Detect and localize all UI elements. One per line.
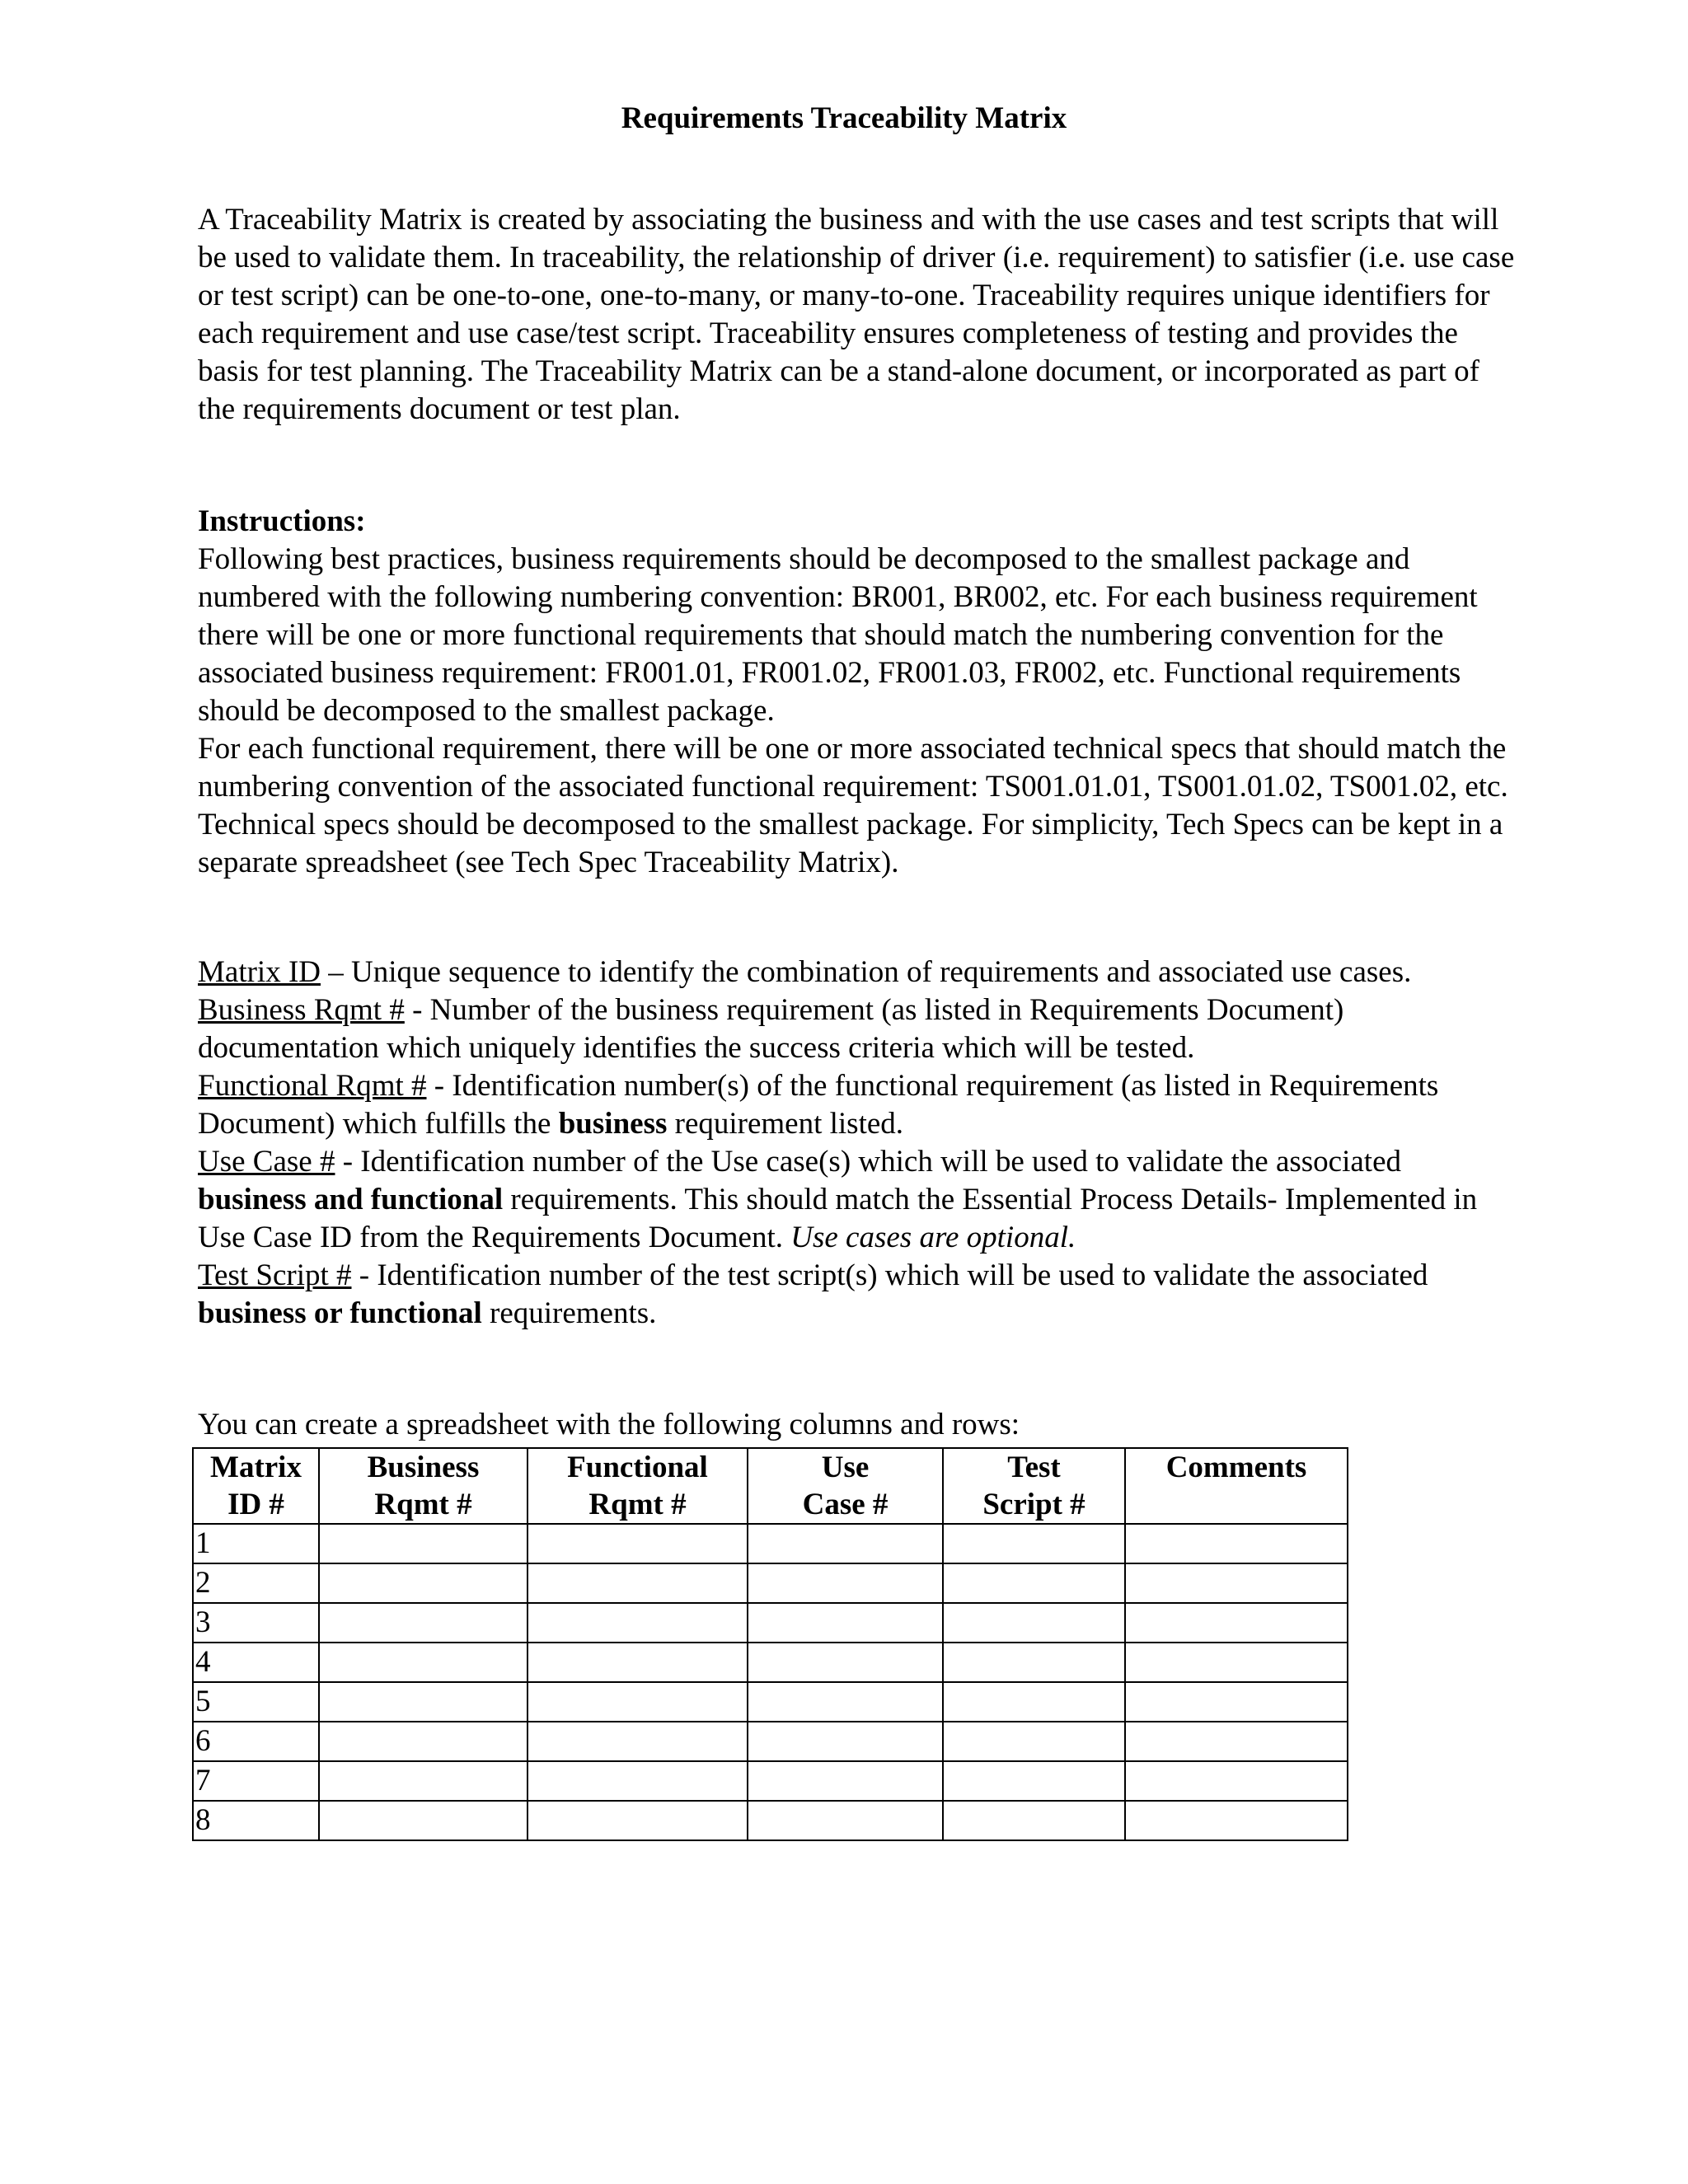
row-number: 6 (193, 1722, 319, 1761)
table-cell (1125, 1801, 1348, 1840)
table-cell (1125, 1563, 1348, 1603)
definition-bold-text: business (558, 1107, 668, 1141)
table-cell (943, 1722, 1125, 1761)
table-row (193, 1643, 1348, 1682)
table-row (193, 1801, 1348, 1840)
definition-text: requirements. (481, 1296, 657, 1330)
definition-text: – Unique sequence to identify the combination of requirements and associated use cases. (321, 955, 1412, 989)
table-row (193, 1563, 1348, 1603)
table-cell (1125, 1524, 1348, 1563)
intro-section (198, 201, 1517, 429)
header-business-rqmt: Business Rqmt # (319, 1448, 528, 1524)
table-cell (319, 1524, 528, 1563)
table-intro-text: You can create a spreadsheet with the following columns and rows: (198, 1408, 1020, 1441)
table-row (193, 1524, 1348, 1563)
table-cell (319, 1603, 528, 1643)
definition-text: - Identification number of the test script(s) which will be used to validate the associated (351, 1258, 1428, 1292)
definition-term: Matrix ID (198, 955, 321, 989)
table-cell (528, 1761, 748, 1801)
table-cell (319, 1563, 528, 1603)
table-cell (748, 1563, 943, 1603)
header-test-script: Test Script # (943, 1448, 1125, 1524)
row-number: 4 (193, 1643, 319, 1682)
table-cell (943, 1801, 1125, 1840)
table-cell (528, 1524, 748, 1563)
table-cell (528, 1801, 748, 1840)
definition-text: - Identification number(s) of the functional requirement (as listed in Requirements Document) which fulfills the (198, 1069, 1439, 1141)
definition-business-rqmt (198, 991, 1517, 1067)
table-cell (748, 1801, 943, 1840)
header-matrix-id: Matrix ID # (193, 1448, 319, 1524)
row-number: 5 (193, 1682, 319, 1722)
definition-term: Business Rqmt # (198, 993, 405, 1027)
table-cell (943, 1603, 1125, 1643)
row-number: 8 (193, 1801, 319, 1840)
table-cell (943, 1761, 1125, 1801)
intro-paragraph: A Traceability Matrix is created by associating the business and with the use cases and test scripts that will be used to validate them. In traceability, the relationship of driver (i.e. requirement) to satisfier (i.e. use case or test script) can be one-to-one, one-to-many, or many-to-one. Traceability requires unique identifiers for each requirement and use case/test script. Traceability ensures completeness of testing and provides the basis for test planning. The Traceability Matrix can be a stand-alone document, or incorporated as part of the requirements document or test plan. (198, 203, 1515, 426)
definition-use-case (198, 1143, 1517, 1257)
traceability-matrix-table (192, 1447, 1348, 1841)
table-cell (319, 1682, 528, 1722)
header-functional-rqmt: Functional Rqmt # (528, 1448, 748, 1524)
definition-test-script (198, 1257, 1517, 1333)
table-cell (1125, 1722, 1348, 1761)
instructions-heading: Instructions: (198, 504, 366, 538)
table-cell (528, 1722, 748, 1761)
definition-bold-text: business and functional (198, 1183, 504, 1216)
table-cell (748, 1761, 943, 1801)
table-cell (943, 1563, 1125, 1603)
table-row (193, 1682, 1348, 1722)
row-number: 1 (193, 1524, 319, 1563)
table-cell (748, 1603, 943, 1643)
table-cell (528, 1643, 748, 1682)
table-cell (319, 1643, 528, 1682)
header-use-case: Use Case # (748, 1448, 943, 1524)
table-cell (319, 1801, 528, 1840)
definition-text: - Identification number of the Use case(s) which will be used to validate the associated (335, 1145, 1402, 1179)
definition-text: requirements. This should match the Essential Process Details- Implemented in Use Case ID from the Requirements Document. (198, 1183, 1478, 1254)
table-cell (943, 1524, 1125, 1563)
definition-functional-rqmt (198, 1067, 1517, 1143)
table-cell (528, 1682, 748, 1722)
table-row (193, 1603, 1348, 1643)
definition-italic-text: Use cases are optional. (790, 1221, 1076, 1254)
instructions-paragraph-2: For each functional requirement, there will be one or more associated technical specs that should match the numbering convention of the associated functional requirement: TS001.01.01, TS001.01.02, TS001.02, etc. Technical specs should be decomposed to the smallest package. For simplicity, Tech Specs can be kept in a separate spreadsheet (see Tech Spec Traceability Matrix). (198, 732, 1508, 879)
definition-text: requirement listed. (667, 1107, 904, 1141)
table-row (193, 1761, 1348, 1801)
row-number: 2 (193, 1563, 319, 1603)
table-header-row (193, 1448, 1348, 1524)
table-cell (748, 1722, 943, 1761)
row-number: 7 (193, 1761, 319, 1801)
table-cell (1125, 1682, 1348, 1722)
definition-term: Functional Rqmt # (198, 1069, 427, 1103)
definition-term: Test Script # (198, 1258, 352, 1292)
table-cell (528, 1603, 748, 1643)
table-cell (319, 1722, 528, 1761)
table-cell (748, 1524, 943, 1563)
table-cell (748, 1643, 943, 1682)
table-row (193, 1722, 1348, 1761)
table-cell (1125, 1603, 1348, 1643)
row-number: 3 (193, 1603, 319, 1643)
table-intro (198, 1406, 1517, 1444)
table-cell (943, 1682, 1125, 1722)
definition-bold-text: business or functional (198, 1296, 482, 1330)
definitions-section (198, 954, 1517, 1333)
instructions-section (198, 503, 1517, 882)
table-cell (748, 1682, 943, 1722)
table-cell (943, 1643, 1125, 1682)
table-cell (319, 1761, 528, 1801)
table-cell (1125, 1761, 1348, 1801)
definition-text: - Number of the business requirement (as listed in Requirements Document) documentation which uniquely identifies the success criteria which will be tested. (198, 993, 1344, 1065)
table-cell (1125, 1643, 1348, 1682)
instructions-paragraph-1: Following best practices, business requirements should be decomposed to the smallest package and numbered with the following numbering convention: BR001, BR002, etc. For each business requirement there will be one or more functional requirements that should match the numbering convention for the associated business requirement: FR001.01, FR001.02, FR001.03, FR002, etc. Functional requirements should be decomposed to the smallest package. (198, 542, 1478, 728)
definition-matrix-id (198, 954, 1517, 991)
header-comments: Comments (1125, 1448, 1348, 1524)
table-cell (528, 1563, 748, 1603)
definition-term: Use Case # (198, 1145, 335, 1179)
document-title: Requirements Traceability Matrix (621, 101, 1067, 135)
